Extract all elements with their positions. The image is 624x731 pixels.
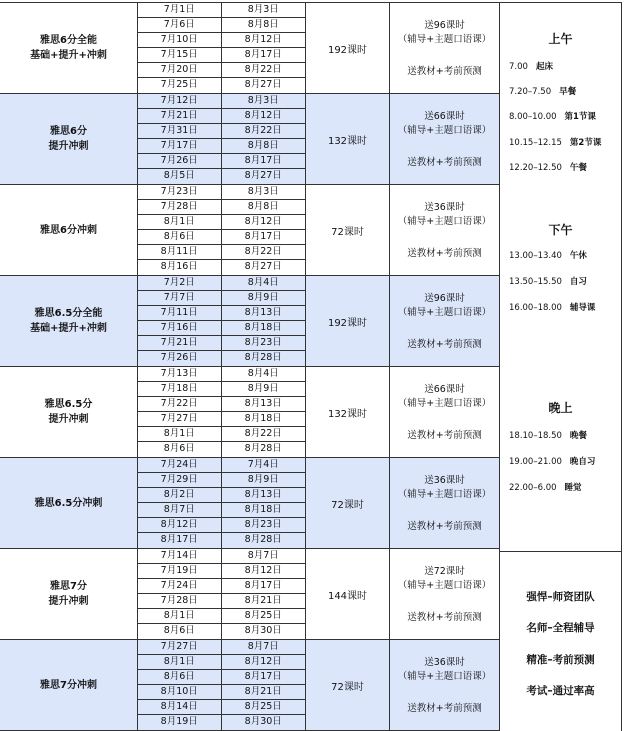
date-row <box>138 549 305 564</box>
date-row <box>138 715 305 730</box>
bonus-line: 送教材+考前预测 <box>407 430 482 441</box>
course-hours: 132课时 <box>306 367 390 457</box>
date-row <box>138 458 305 473</box>
start-date: 7月28日 <box>138 200 222 214</box>
end-date: 8月12日 <box>244 565 282 576</box>
date-row <box>138 488 305 503</box>
course-name-line: 雅思7分 <box>50 581 87 592</box>
date-row <box>138 48 305 63</box>
date-row <box>138 3 305 18</box>
date-row <box>138 594 305 609</box>
bonus-line: 送教材+考前预测 <box>407 66 482 77</box>
afternoon-title: 下午 <box>548 223 573 237</box>
bonus-line: 送66课时 <box>424 111 465 122</box>
end-date: 8月28日 <box>244 352 282 363</box>
schedule-item: 13.00–13.40 午休 <box>509 251 587 261</box>
course-hours: 72课时 <box>306 185 390 275</box>
end-date: 8月13日 <box>244 307 282 318</box>
end-date: 8月22日 <box>244 64 282 75</box>
end-date: 8月27日 <box>244 79 282 90</box>
start-date: 7月10日 <box>138 33 222 47</box>
course-name <box>0 367 138 457</box>
date-row <box>138 685 305 700</box>
panel-divider <box>500 551 621 552</box>
bonus-line: 送36课时 <box>424 475 465 486</box>
course-name-line: 提升冲刺 <box>48 414 89 425</box>
start-date: 8月1日 <box>138 655 222 669</box>
date-row <box>138 109 305 124</box>
date-row <box>138 185 305 200</box>
bonus-line: （辅导+主题口语课） <box>397 216 492 227</box>
start-date: 7月20日 <box>138 63 222 77</box>
end-date: 8月27日 <box>244 170 282 181</box>
date-row <box>138 321 305 336</box>
course-name-line: 雅思6.5分全能 <box>34 308 103 319</box>
date-row <box>138 412 305 427</box>
course-group <box>0 185 500 276</box>
bonus-line: 送教材+考前预测 <box>407 157 482 168</box>
date-row <box>138 260 305 275</box>
date-row <box>138 367 305 382</box>
date-row <box>138 245 305 260</box>
end-date: 8月21日 <box>244 686 282 697</box>
date-list <box>138 549 306 639</box>
date-row <box>138 579 305 594</box>
start-date: 8月19日 <box>138 715 222 730</box>
start-date: 7月27日 <box>138 412 222 426</box>
end-date: 8月4日 <box>247 368 279 379</box>
end-date: 7月4日 <box>247 459 279 470</box>
course-group <box>0 94 500 185</box>
start-date: 8月14日 <box>138 700 222 714</box>
start-date: 7月15日 <box>138 48 222 62</box>
start-date: 8月6日 <box>138 670 222 684</box>
start-date: 7月23日 <box>138 185 222 199</box>
course-name <box>0 549 138 639</box>
start-date: 7月11日 <box>138 306 222 320</box>
date-row <box>138 503 305 518</box>
date-row <box>138 397 305 412</box>
start-date: 7月13日 <box>138 367 222 381</box>
course-name-line: 雅思6分全能 <box>40 35 97 46</box>
start-date: 8月12日 <box>138 518 222 532</box>
start-date: 8月5日 <box>138 169 222 184</box>
course-hours: 72课时 <box>306 458 390 548</box>
end-date: 8月28日 <box>244 443 282 454</box>
date-row <box>138 624 305 639</box>
start-date: 7月1日 <box>138 3 222 17</box>
start-date: 7月27日 <box>138 640 222 654</box>
end-date: 8月13日 <box>244 398 282 409</box>
end-date: 8月18日 <box>244 504 282 515</box>
bonus-line: （辅导+主题口语课） <box>397 125 492 136</box>
start-date: 7月19日 <box>138 564 222 578</box>
bonus-line: （辅导+主题口语课） <box>397 580 492 591</box>
end-date: 8月17日 <box>244 155 282 166</box>
date-row <box>138 564 305 579</box>
end-date: 8月22日 <box>244 428 282 439</box>
course-group <box>0 276 500 367</box>
end-date: 8月18日 <box>244 322 282 333</box>
schedule-item: 12.20–12.50 午餐 <box>509 163 587 173</box>
end-date: 8月18日 <box>244 413 282 424</box>
schedule-item: 16.00–18.00 辅导课 <box>509 303 596 313</box>
start-date: 7月16日 <box>138 321 222 335</box>
date-row <box>138 169 305 184</box>
end-date: 8月12日 <box>244 216 282 227</box>
bonus-info <box>390 94 500 184</box>
course-name <box>0 3 138 93</box>
bonus-line: 送36课时 <box>424 657 465 668</box>
start-date: 8月6日 <box>138 442 222 457</box>
bonus-line: （辅导+主题口语课） <box>397 307 492 318</box>
date-row <box>138 655 305 670</box>
start-date: 8月10日 <box>138 685 222 699</box>
bonus-line: 送教材+考前预测 <box>407 703 482 714</box>
end-date: 8月25日 <box>244 610 282 621</box>
start-date: 8月11日 <box>138 245 222 259</box>
slogan: 精准–考前预测 <box>526 654 595 666</box>
date-row <box>138 215 305 230</box>
start-date: 7月26日 <box>138 154 222 168</box>
date-row <box>138 276 305 291</box>
date-row <box>138 609 305 624</box>
start-date: 7月18日 <box>138 382 222 396</box>
date-row <box>138 518 305 533</box>
course-hours: 192课时 <box>306 3 390 93</box>
start-date: 8月1日 <box>138 609 222 623</box>
course-name-line: 雅思6分冲刺 <box>40 224 97 236</box>
course-hours: 132课时 <box>306 94 390 184</box>
end-date: 8月30日 <box>244 625 282 636</box>
start-date: 7月21日 <box>138 336 222 350</box>
bonus-line: 送教材+考前预测 <box>407 248 482 259</box>
start-date: 7月31日 <box>138 124 222 138</box>
course-name-line: 提升冲刺 <box>48 596 89 607</box>
date-row <box>138 382 305 397</box>
bonus-info <box>390 367 500 457</box>
bonus-line: 送96课时 <box>424 293 465 304</box>
start-date: 7月24日 <box>138 458 222 472</box>
bonus-line: （辅导+主题口语课） <box>397 398 492 409</box>
end-date: 8月22日 <box>244 246 282 257</box>
end-date: 8月30日 <box>244 716 282 727</box>
date-row <box>138 336 305 351</box>
start-date: 7月17日 <box>138 139 222 153</box>
date-row <box>138 154 305 169</box>
bonus-line: 送教材+考前预测 <box>407 521 482 532</box>
date-row <box>138 306 305 321</box>
course-name <box>0 185 138 275</box>
end-date: 8月28日 <box>244 534 282 545</box>
date-row <box>138 351 305 366</box>
start-date: 7月29日 <box>138 473 222 487</box>
evening-title: 晚上 <box>548 401 573 415</box>
start-date: 7月24日 <box>138 579 222 593</box>
end-date: 8月12日 <box>244 34 282 45</box>
date-row <box>138 200 305 215</box>
end-date: 8月3日 <box>247 186 279 197</box>
date-row <box>138 124 305 139</box>
bonus-line: 送36课时 <box>424 202 465 213</box>
date-row <box>138 427 305 442</box>
course-name <box>0 276 138 366</box>
start-date: 7月21日 <box>138 109 222 123</box>
bonus-line: 送96课时 <box>424 20 465 31</box>
end-date: 8月13日 <box>244 489 282 500</box>
start-date: 8月7日 <box>138 503 222 517</box>
bonus-info <box>390 276 500 366</box>
date-row <box>138 473 305 488</box>
end-date: 8月17日 <box>244 580 282 591</box>
end-date: 8月23日 <box>244 337 282 348</box>
start-date: 7月25日 <box>138 78 222 93</box>
date-row <box>138 230 305 245</box>
daily-schedule-panel <box>500 2 622 731</box>
date-list <box>138 3 306 93</box>
date-row <box>138 700 305 715</box>
course-hours: 192课时 <box>306 276 390 366</box>
end-date: 8月12日 <box>244 110 282 121</box>
date-row <box>138 533 305 548</box>
date-row <box>138 640 305 655</box>
course-group <box>0 549 500 640</box>
start-date: 8月1日 <box>138 427 222 441</box>
start-date: 7月14日 <box>138 549 222 563</box>
course-name-line: 基础+提升+冲刺 <box>30 323 107 334</box>
date-list <box>138 458 306 548</box>
end-date: 8月8日 <box>247 201 279 212</box>
start-date: 8月6日 <box>138 230 222 244</box>
start-date: 8月16日 <box>138 260 222 275</box>
schedule-item: 18.10–18.50 晚餐 <box>509 431 587 441</box>
date-row <box>138 33 305 48</box>
bonus-info <box>390 549 500 639</box>
date-row <box>138 94 305 109</box>
bonus-line: 送66课时 <box>424 384 465 395</box>
start-date: 8月17日 <box>138 533 222 548</box>
date-row <box>138 442 305 457</box>
start-date: 7月2日 <box>138 276 222 290</box>
bonus-info <box>390 3 500 93</box>
course-name-line: 基础+提升+冲刺 <box>30 50 107 61</box>
schedule-item: 7.00 起床 <box>509 62 553 72</box>
schedule-item: 22.00–6.00 睡觉 <box>509 483 582 493</box>
end-date: 8月27日 <box>244 261 282 272</box>
start-date: 7月28日 <box>138 594 222 608</box>
end-date: 8月9日 <box>247 474 279 485</box>
course-hours: 72课时 <box>306 640 390 730</box>
date-list <box>138 94 306 184</box>
slogan: 强悍–师资团队 <box>526 591 595 603</box>
start-date: 7月26日 <box>138 351 222 366</box>
course-name-line: 提升冲刺 <box>48 141 89 152</box>
end-date: 8月25日 <box>244 701 282 712</box>
bonus-info <box>390 458 500 548</box>
start-date: 7月22日 <box>138 397 222 411</box>
end-date: 8月7日 <box>247 641 279 652</box>
start-date: 8月2日 <box>138 488 222 502</box>
course-name-line: 雅思6分 <box>50 126 87 137</box>
bonus-line: 送教材+考前预测 <box>407 612 482 623</box>
end-date: 8月22日 <box>244 125 282 136</box>
date-list <box>138 185 306 275</box>
morning-title: 上午 <box>548 32 573 46</box>
bonus-info <box>390 640 500 730</box>
course-name <box>0 640 138 730</box>
course-name-line: 雅思7分冲刺 <box>40 679 97 691</box>
start-date: 8月1日 <box>138 215 222 229</box>
end-date: 8月17日 <box>244 49 282 60</box>
date-row <box>138 139 305 154</box>
date-list <box>138 276 306 366</box>
end-date: 8月9日 <box>247 292 279 303</box>
course-group <box>0 3 500 94</box>
end-date: 8月8日 <box>247 19 279 30</box>
bonus-line: （辅导+主题口语课） <box>397 671 492 682</box>
slogan: 考试–通过率高 <box>526 685 595 697</box>
end-date: 8月12日 <box>244 656 282 667</box>
date-row <box>138 670 305 685</box>
end-date: 8月8日 <box>247 140 279 151</box>
course-name-line: 雅思6.5分冲刺 <box>34 497 103 509</box>
date-row <box>138 78 305 93</box>
date-list <box>138 367 306 457</box>
slogan: 名师–全程辅导 <box>526 622 595 634</box>
course-group <box>0 367 500 458</box>
bonus-line: （辅导+主题口语课） <box>397 34 492 45</box>
end-date: 8月17日 <box>244 671 282 682</box>
end-date: 8月21日 <box>244 595 282 606</box>
start-date: 7月12日 <box>138 94 222 108</box>
end-date: 8月3日 <box>247 95 279 106</box>
end-date: 8月3日 <box>247 4 279 15</box>
course-group <box>0 458 500 549</box>
schedule-item: 13.50–15.50 自习 <box>509 277 587 287</box>
date-row <box>138 291 305 306</box>
date-row <box>138 63 305 78</box>
end-date: 8月17日 <box>244 231 282 242</box>
end-date: 8月23日 <box>244 519 282 530</box>
course-hours: 144课时 <box>306 549 390 639</box>
date-row <box>138 18 305 33</box>
start-date: 8月6日 <box>138 624 222 639</box>
end-date: 8月4日 <box>247 277 279 288</box>
course-name <box>0 458 138 548</box>
end-date: 8月9日 <box>247 383 279 394</box>
date-list <box>138 640 306 730</box>
start-date: 7月7日 <box>138 291 222 305</box>
schedule-item: 19.00–21.00 晚自习 <box>509 457 596 467</box>
bonus-info <box>390 185 500 275</box>
course-name <box>0 94 138 184</box>
bonus-line: 送教材+考前预测 <box>407 339 482 350</box>
end-date: 8月7日 <box>247 550 279 561</box>
course-group <box>0 640 500 731</box>
course-table <box>0 2 500 731</box>
schedule-item: 7.20–7.50 早餐 <box>509 87 577 97</box>
start-date: 7月6日 <box>138 18 222 32</box>
schedule-item: 8.00–10.00 第1节课 <box>509 112 596 122</box>
bonus-line: （辅导+主题口语课） <box>397 489 492 500</box>
bonus-line: 送72课时 <box>424 566 465 577</box>
course-name-line: 雅思6.5分 <box>44 399 93 410</box>
schedule-item: 10.15–12.15 第2节课 <box>509 138 602 148</box>
